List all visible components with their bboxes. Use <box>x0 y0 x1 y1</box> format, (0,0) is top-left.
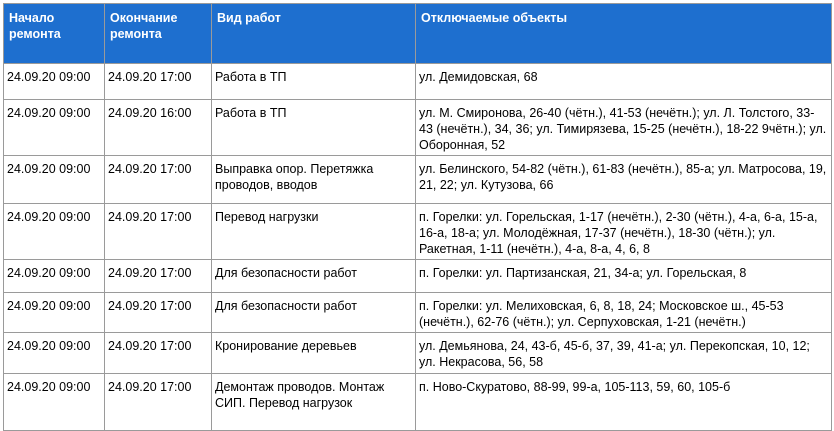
cell-start: 24.09.20 09:00 <box>4 333 105 374</box>
cell-work: Для безопасности работ <box>212 260 416 293</box>
outage-schedule-table <box>3 3 832 431</box>
cell-end: 24.09.20 17:00 <box>105 333 212 374</box>
cell-work: Работа в ТП <box>212 100 416 156</box>
table-row <box>4 293 832 333</box>
header-start: Начало ремонта <box>4 4 105 64</box>
header-row <box>4 4 832 64</box>
table-body <box>4 64 832 431</box>
table-row <box>4 260 832 293</box>
cell-end: 24.09.20 17:00 <box>105 374 212 431</box>
table-row <box>4 204 832 260</box>
table-row <box>4 156 832 204</box>
cell-end: 24.09.20 16:00 <box>105 100 212 156</box>
table-row <box>4 100 832 156</box>
cell-end: 24.09.20 17:00 <box>105 204 212 260</box>
cell-objects: п. Ново-Скуратово, 88-99, 99-а, 105-113, 59, 60, 105-б <box>416 374 832 431</box>
cell-objects: п. Горелки: ул. Мелиховская, 6, 8, 18, 24; Московское ш., 45-53 (нечётн.), 62-76 (чётн.); ул. Серпуховская, 1-21 (нечётн.) <box>416 293 832 333</box>
header-work: Вид работ <box>212 4 416 64</box>
table-header <box>4 4 832 64</box>
table-row <box>4 64 832 100</box>
cell-start: 24.09.20 09:00 <box>4 374 105 431</box>
cell-end: 24.09.20 17:00 <box>105 260 212 293</box>
cell-objects: п. Горелки: ул. Горельская, 1-17 (нечётн.), 2-30 (чётн.), 4-а, 6-а, 15-а, 16-а, 18-а; ул. Молодёжная, 17-37 (нечётн.), 18-30 (чётн.); ул. Ракетная, 1-11 (нечётн.), 4-а, 8-а, 4, 6, 8 <box>416 204 832 260</box>
cell-work: Работа в ТП <box>212 64 416 100</box>
cell-work: Демонтаж проводов. Монтаж СИП. Перевод нагрузок <box>212 374 416 431</box>
cell-start: 24.09.20 09:00 <box>4 260 105 293</box>
cell-work: Выправка опор. Перетяжка проводов, вводов <box>212 156 416 204</box>
header-objects: Отключаемые объекты <box>416 4 832 64</box>
cell-objects: ул. Демидовская, 68 <box>416 64 832 100</box>
cell-end: 24.09.20 17:00 <box>105 293 212 333</box>
cell-end: 24.09.20 17:00 <box>105 156 212 204</box>
cell-work: Перевод нагрузки <box>212 204 416 260</box>
header-end: Окончание ремонта <box>105 4 212 64</box>
cell-end: 24.09.20 17:00 <box>105 64 212 100</box>
cell-start: 24.09.20 09:00 <box>4 100 105 156</box>
cell-work: Для безопасности работ <box>212 293 416 333</box>
cell-start: 24.09.20 09:00 <box>4 293 105 333</box>
cell-start: 24.09.20 09:00 <box>4 156 105 204</box>
cell-objects: ул. Демьянова, 24, 43-б, 45-б, 37, 39, 41-а; ул. Перекопская, 10, 12; ул. Некрасова, 56, 58 <box>416 333 832 374</box>
cell-objects: ул. М. Смиронова, 26-40 (чётн.), 41-53 (нечётн.); ул. Л. Толстого, 33-43 (нечётн.), 34, 36; ул. Тимирязева, 15-25 (нечётн.), 18-22 9чётн.); ул. Оборонная, 52 <box>416 100 832 156</box>
cell-start: 24.09.20 09:00 <box>4 64 105 100</box>
cell-work: Кронирование деревьев <box>212 333 416 374</box>
table-row <box>4 374 832 431</box>
cell-objects: ул. Белинского, 54-82 (чётн.), 61-83 (нечётн.), 85-а; ул. Матросова, 19, 21, 22; ул. Кутузова, 66 <box>416 156 832 204</box>
table-row <box>4 333 832 374</box>
cell-start: 24.09.20 09:00 <box>4 204 105 260</box>
cell-objects: п. Горелки: ул. Партизанская, 21, 34-а; ул. Горельская, 8 <box>416 260 832 293</box>
